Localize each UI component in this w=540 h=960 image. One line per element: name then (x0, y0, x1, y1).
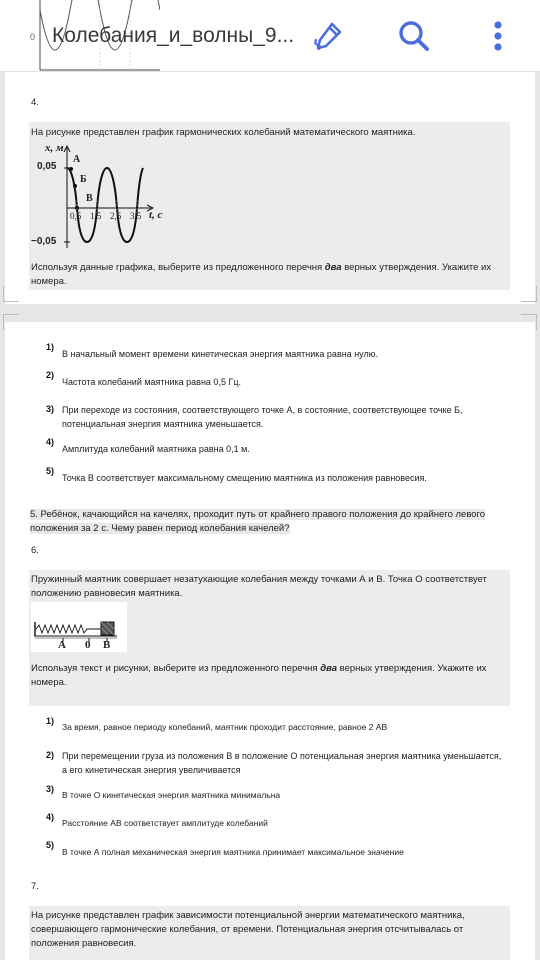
answer-number: 4) (46, 437, 55, 447)
question-6-number: 6. (31, 545, 39, 556)
q6-answer-4: Расстояние АВ соответствует амплитуде колебаний (62, 818, 268, 828)
more-vert-icon (480, 18, 516, 54)
graph-x-tick-label: 0,5 (70, 211, 82, 221)
answer-number: 3) (46, 404, 55, 414)
graph-point-b-label: Б (80, 174, 87, 185)
answer-number: 2) (46, 370, 55, 380)
instruction-text-end: верных утверждения. Укажите их номера. (31, 663, 487, 688)
graph-y-negative-label: −0,05 (31, 236, 57, 247)
graph-point-v-label: В (86, 193, 93, 204)
figure-label-a: А (58, 639, 66, 651)
q4-answer-1: В начальный момент времени кинетическая энергия маятника равна нулю. (62, 349, 378, 359)
document-title: Колебания_и_волны_9... (52, 24, 295, 47)
question-4-instruction (31, 261, 509, 289)
spring-pendulum-figure (31, 602, 127, 652)
oscillation-graph (31, 142, 171, 252)
instruction-emphasis: два (324, 262, 342, 273)
peek-zero-label: 0 (30, 32, 36, 42)
page-corner-mark (3, 314, 19, 330)
question-5 (30, 508, 508, 536)
document-page-2 (5, 322, 535, 960)
q6-answer-2: При перемещении груза из положения В в положение О потенциальная энергия маятника уменьшается, а его кинетическая энергия увеличивается (62, 751, 502, 775)
graph-x-tick-label: 2,5 (110, 211, 122, 221)
question-4-number: 4. (31, 97, 39, 108)
figure-label-b: В (103, 639, 111, 651)
more-options-button[interactable] (476, 12, 520, 60)
search-button[interactable] (392, 12, 436, 60)
page-corner-mark (3, 286, 19, 302)
question-6-instruction (31, 662, 509, 690)
graph-y-axis-label: x, м (45, 142, 64, 154)
q6-answer-3: В точке О кинетическая энергия маятника минимальна (62, 790, 281, 800)
edit-pen-icon (312, 18, 348, 54)
graph-x-tick-label: 3,5 (130, 211, 142, 221)
q4-answer-5: Точка В соответствует максимальному смещению маятника из положения равновесия. (62, 473, 427, 483)
answer-number: 2) (46, 750, 55, 760)
q4-answer-2: Частота колебаний маятника равна 0,5 Гц. (62, 377, 241, 387)
question-7-intro: На рисунке представлен график зависимости потенциальной энергии математического маятника, совершающего гармонические колебания, от времени. Потенциальная энергия отсчитывалась от положения равновесия. (31, 910, 465, 949)
figure-label-o: 0 (85, 639, 91, 651)
graph-y-positive-label: 0,05 (37, 161, 57, 172)
edit-button[interactable] (308, 12, 352, 60)
graph-x-tick-label: 1,5 (90, 211, 102, 221)
q4-answer-4: Амплитуда колебаний маятника равна 0,1 м. (62, 444, 250, 454)
question-5-text: 5. Ребёнок, качающийся на качелях, проходит путь от крайнего правого положения до крайнего левого положения за 2 с. Чему равен период колебания качелей? (30, 509, 486, 534)
graph-x-axis-label: t, с (149, 209, 163, 221)
answer-number: 4) (46, 812, 55, 822)
answer-number: 1) (46, 716, 55, 726)
question-7-number: 7. (31, 881, 39, 892)
graph-point-a-label: А (73, 154, 81, 165)
instruction-text-start: Используя данные графика, выберите из предложенного перечня (31, 262, 325, 273)
q4-answer-3: При переходе из состояния, соответствующего точке А, в состояние, соответствующее точке Б, потенциальная энергия маятника уменьшается. (62, 405, 463, 429)
instruction-emphasis: два (320, 663, 337, 674)
q6-answer-1: За время, равное периоду колебаний, маятник проходит расстояние, равное 2 АВ (62, 722, 388, 732)
answer-number: 3) (46, 784, 55, 794)
search-icon (396, 18, 432, 54)
answer-number: 1) (46, 342, 55, 352)
app-bar (0, 0, 540, 72)
instruction-text-end: верных утверждения. Укажите их номера. (31, 262, 492, 287)
answer-number: 5) (46, 466, 55, 476)
document-page-1 (5, 62, 535, 304)
page-corner-mark (521, 314, 537, 330)
question-4-intro: На рисунке представлен график гармонических колебаний математического маятника. (31, 127, 416, 138)
q6-answer-5: В точке А полная механическая энергия маятника принимает максимальное значение (62, 847, 404, 857)
answer-number: 5) (46, 840, 55, 850)
page-corner-mark (521, 286, 537, 302)
question-6-intro: Пружинный маятник совершает незатухающие колебания между точками А и В. Точка О соответствует положению равновесия маятника. (31, 574, 487, 599)
instruction-text-start: Используя текст и рисунки, выберите из предложенного перечня (31, 663, 321, 674)
